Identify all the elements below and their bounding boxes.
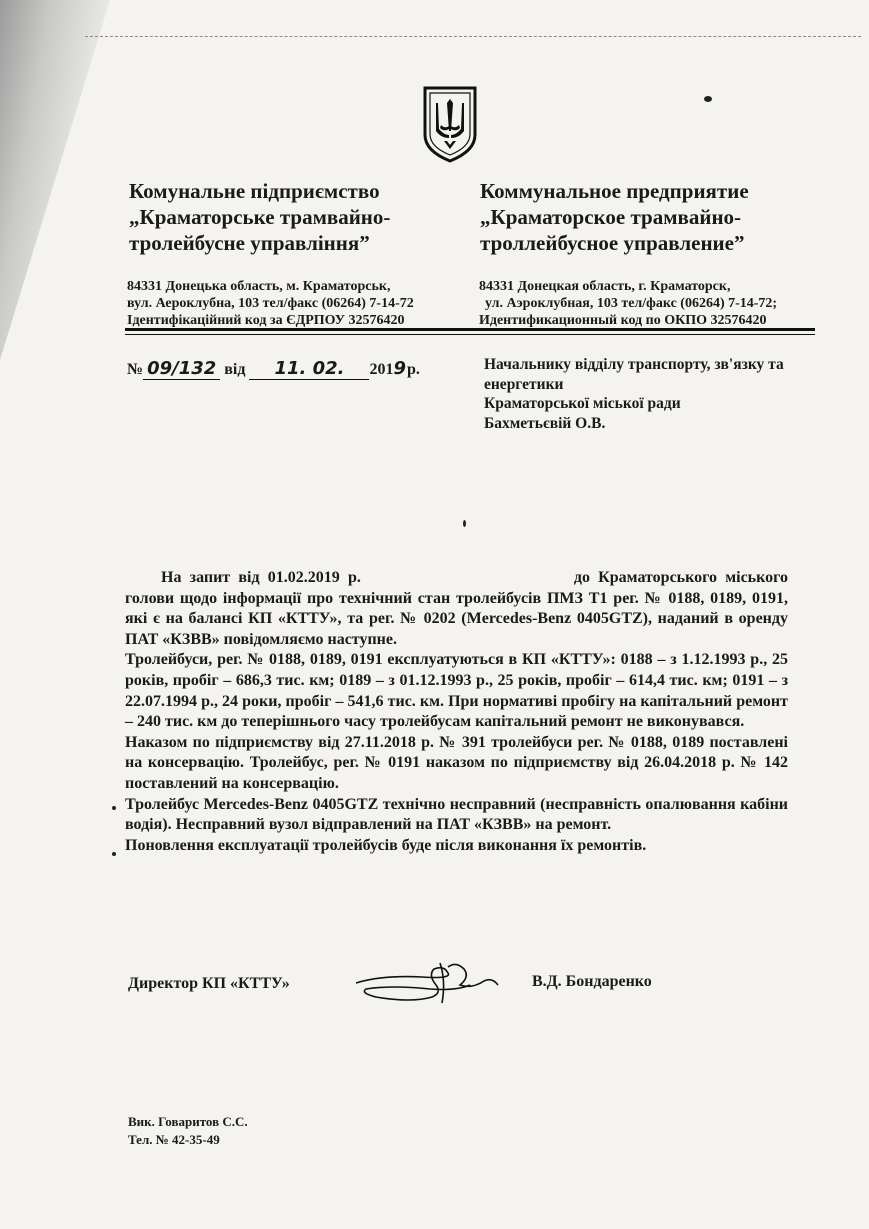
letter-body [125,568,788,856]
handwritten-signature [352,955,502,1010]
signatory-name: В.Д. Бондаренко [532,973,652,990]
org-name-russian: Коммунальное предприятие „Краматорское трамвайно- троллейбусное управление” [480,179,749,255]
reg-date-handwritten: 11. 02. [249,358,369,380]
org-address-russian: 84331 Донецкая область, г. Краматорск, ул. Аэроклубная, 103 тел/факс (06264) 7-14-72; Идентификационный код по ОКПО 32576420 [479,279,778,328]
body-paragraph-2: Тролейбуси, рег. № 0188, 0189, 0191 експлуатуються в КП «КТТУ»: 0188 – з 1.12.1993 р., 25 років, пробіг – 686,3 тис. км; 0189 – з 01.12.1993 р., 25 років, пробіг – 614,4 тис. км; 0191 – з 22.07.1994 р., 24 роки, пробіг – 541,6 тис. км. При нормативі пробігу на капітальний ремонт – 240 тис. км до теперішнього часу тролейбусам капітальний ремонт не виконувався. [125,651,788,731]
scan-speck [704,96,712,102]
body-paragraph-1: На запит від 01.02.2019 р. до Краматорського міського голови щодо інформації про технічний стан тролейбусів ПМЗ Т1 рег. № 0188, 0189, 0191, які є на балансі КП «КТТУ», та рег. № 0202 (Mercedes-Benz 0405GTZ), наданий в оренду ПАТ «КЗВВ» повідомляємо наступне. [125,569,788,648]
scan-speck [463,520,466,527]
reg-from-label: від [224,361,246,378]
trident-emblem-icon [422,85,478,163]
registration-line [127,358,420,380]
reg-year-prefix: 201 [369,361,394,378]
executor-block [128,1113,248,1149]
reg-number-handwritten: 09/132 [143,358,220,380]
top-scan-line [85,36,861,37]
scan-speck [112,852,116,856]
reg-number-label: № [127,361,144,378]
scan-speck [112,806,116,810]
body-paragraph-5: Поновлення експлуатації тролейбусів буде після виконання їх ремонтів. [125,836,647,854]
header-divider-thin [125,334,815,335]
executor-name: Вик. Говаритов С.С. [128,1114,248,1129]
executor-phone: Тел. № 42-35-49 [128,1132,220,1147]
header-divider-thick [125,328,815,331]
recipient-block: Начальнику відділу транспорту, зв'язку та енергетики Краматорської міської ради Бахметьєвій О.В. [484,356,784,432]
body-paragraph-3: Наказом по підприємству від 27.11.2018 р. № 391 тролейбуси рег. № 0188, 0189 поставлені на консервацію. Тролейбус, рег. № 0191 наказом по підприємству від 26.04.2018 р. № 142 поставлений на консервацію. [125,733,788,792]
org-name-ukrainian: Комунальне підприємство „Краматорське трамвайно- тролейбусне управління” [129,179,391,255]
reg-year-handwritten: 9 [393,358,406,379]
scan-fold-shadow [0,0,110,360]
signatory-title: Директор КП «КТТУ» [128,975,290,992]
org-address-ukrainian: 84331 Донецька область, м. Краматорськ, вул. Аероклубна, 103 тел/факс (06264) 7-14-72 Ідентифікаційний код за ЄДРПОУ 32576420 [127,279,414,328]
reg-year-end: р. [407,361,420,378]
body-paragraph-4: Тролейбус Mercedes-Benz 0405GTZ технічно несправний (несправність опалювання кабіни водія). Несправний вузол відправлений на ПАТ «КЗВВ» на ремонт. [125,795,788,834]
